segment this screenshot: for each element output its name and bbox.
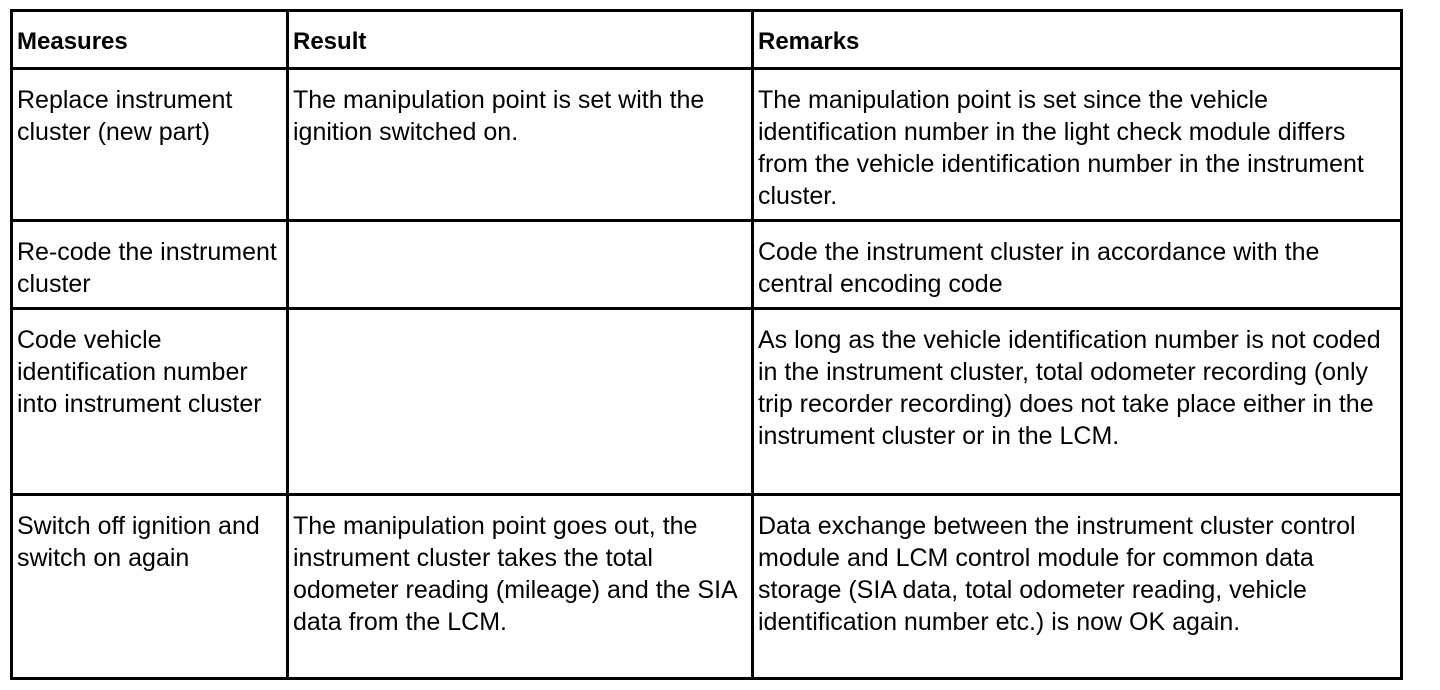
cell-result: [288, 309, 753, 495]
header-remarks: Remarks: [753, 11, 1402, 69]
cell-remarks: Code the instrument cluster in accordance with the central encoding code: [753, 221, 1402, 309]
cell-remarks: Data exchange between the instrument cluster control module and LCM control module for common data storage (SIA data, total odometer reading, vehicle identification number etc.) is now OK again.: [753, 495, 1402, 679]
header-result: Result: [288, 11, 753, 69]
measures-table-container: [10, 9, 1400, 680]
table-header-row: [12, 11, 1402, 69]
cell-measure: Code vehicle identification number into instrument cluster: [12, 309, 288, 495]
header-measures: Measures: [12, 11, 288, 69]
cell-result: The manipulation point is set with the ignition switched on.: [288, 69, 753, 221]
table-row: [12, 69, 1402, 221]
table-row: [12, 221, 1402, 309]
cell-measure: Replace instrument cluster (new part): [12, 69, 288, 221]
table-row: [12, 309, 1402, 495]
cell-measure: Re-code the instrument cluster: [12, 221, 288, 309]
measures-table: [10, 9, 1403, 680]
cell-result: The manipulation point goes out, the instrument cluster takes the total odometer reading (mileage) and the SIA data from the LCM.: [288, 495, 753, 679]
table-row: [12, 495, 1402, 679]
cell-remarks: As long as the vehicle identification number is not coded in the instrument cluster, total odometer recording (only trip recorder recording) does not take place either in the instrument cluster or in the LCM.: [753, 309, 1402, 495]
cell-result: [288, 221, 753, 309]
cell-measure: Switch off ignition and switch on again: [12, 495, 288, 679]
cell-remarks: The manipulation point is set since the vehicle identification number in the light check module differs from the vehicle identification number in the instrument cluster.: [753, 69, 1402, 221]
